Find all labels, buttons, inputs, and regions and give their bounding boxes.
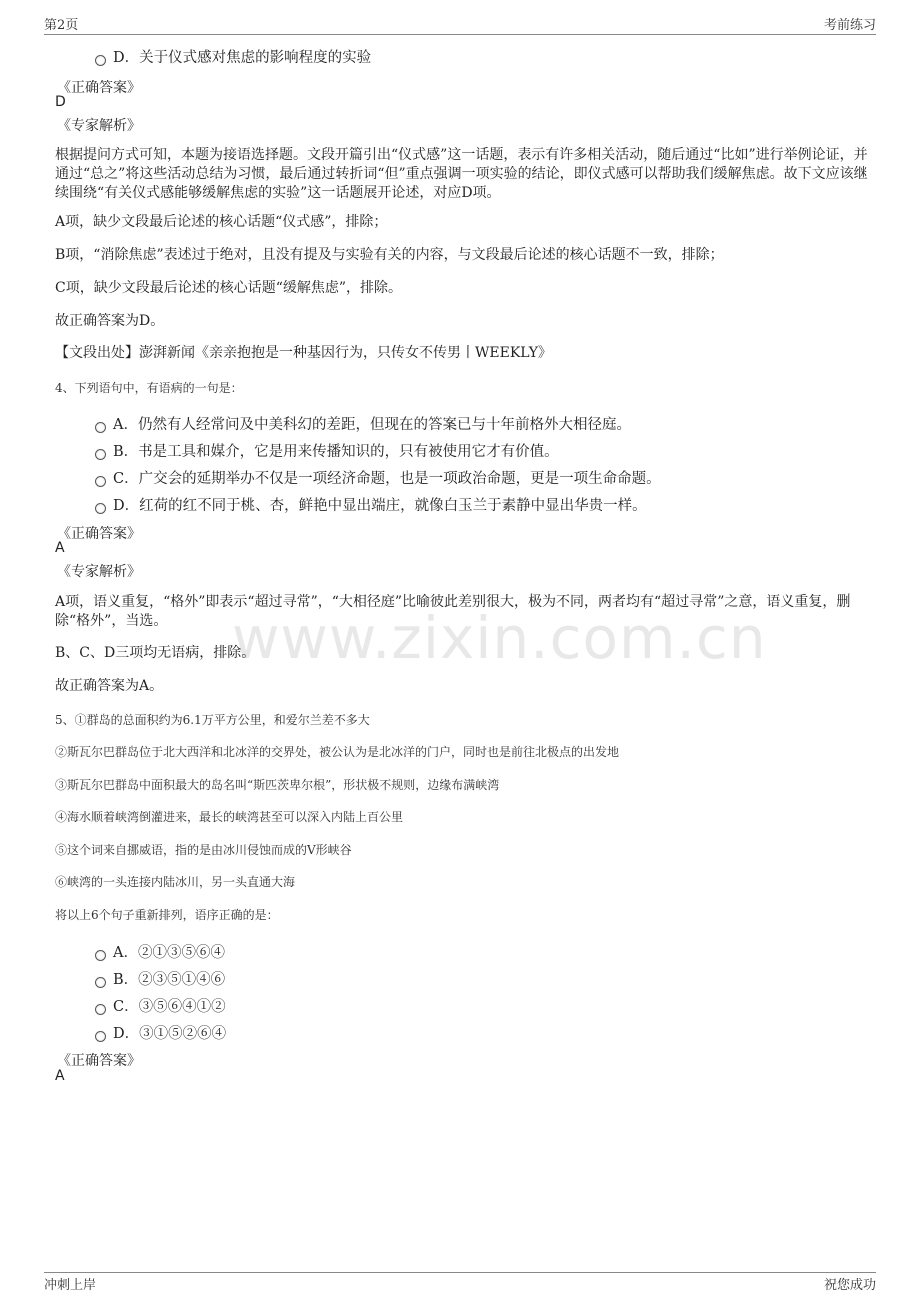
q4-option-c[interactable] [95,467,661,488]
option-text: C．③⑤⑥④①② [113,999,226,1015]
q4-question: 4、下列语句中，有语病的一句是： [55,381,243,395]
q3-source: 【文段出处】澎湃新闻《亲亲抱抱是一种基因行为，只传女不传男丨WEEKLY》 [55,345,552,361]
radio-icon[interactable] [95,422,106,433]
option-text: B．②③⑤①④⑥ [113,972,226,988]
option-text: D．关于仪式感对焦虑的影响程度的实验 [113,50,372,66]
radio-icon[interactable] [95,950,106,961]
page-footer [44,1272,876,1299]
q3-analysis-para: B项，“消除焦虑”表述过于绝对，且没有提及与实验有关的内容，与文段最后论述的核心话题不一致，排除； [55,247,724,263]
q4-analysis-para: 故正确答案为A。 [55,678,164,694]
header-label: 考前练习 [823,18,876,33]
q4-analysis-label: 《专家解析》 [57,564,141,580]
q5-sentence: ③斯瓦尔巴群岛中面积最大的岛名叫“斯匹茨卑尔根”，形状极不规则，边缘布满峡湾 [55,778,500,792]
footer-left: 冲刺上岸 [44,1278,97,1293]
option-text: A．仍然有人经常问及中美科幻的差距，但现在的答案已与十年前格外大相径庭。 [113,417,631,433]
option-text: D．红荷的红不同于桃、杏，鲜艳中显出端庄，就像白玉兰于素静中显出华贵一样。 [113,498,647,514]
q4-answer: A [55,540,65,556]
q4-option-d[interactable] [95,494,647,515]
radio-icon[interactable] [95,503,106,514]
q3-answer: D [55,94,66,110]
q5-sentence: 5、①群岛的总面积约为6.1万平方公里，和爱尔兰差不多大 [55,713,370,727]
q3-analysis-label: 《专家解析》 [57,118,141,134]
q3-analysis-para: A项，缺少文段最后论述的核心话题“仪式感”，排除； [55,214,388,230]
q5-option-a[interactable] [95,941,225,962]
radio-icon[interactable] [95,977,106,988]
radio-icon[interactable] [95,1004,106,1015]
q3-analysis-para: 故正确答案为D。 [55,313,165,329]
radio-icon[interactable] [95,1031,106,1042]
q5-answer: A [55,1068,65,1084]
option-text: D．③①⑤②⑥④ [113,1026,227,1042]
q5-sentence: ②斯瓦尔巴群岛位于北大西洋和北冰洋的交界处，被公认为是北冰洋的门户，同时也是前往北极点的出发地 [55,745,620,759]
q4-option-a[interactable] [95,413,631,434]
q5-sentence: ⑤这个词来自挪威语，指的是由冰川侵蚀而成的V形峡谷 [55,843,352,857]
option-text: A．②①③⑤⑥④ [113,945,225,961]
q3-analysis-para: C项，缺少文段最后论述的核心话题“缓解焦虑”，排除。 [55,280,403,296]
watermark: www.zixin.com.cn [232,604,767,672]
radio-icon[interactable] [95,55,106,66]
q5-answer-label: 《正确答案》 [57,1053,141,1069]
option-text: B．书是工具和媒介，它是用来传播知识的，只有被使用它才有价值。 [113,444,559,460]
q3-option-d[interactable] [95,46,371,67]
q5-question: 将以上6个句子重新排列，语序正确的是： [55,908,279,922]
q3-answer-label: 《正确答案》 [57,80,141,96]
q4-answer-label: 《正确答案》 [57,526,141,542]
q5-option-d[interactable] [95,1022,226,1043]
q5-option-b[interactable] [95,968,225,989]
q5-sentence: ⑥峡湾的一头连接内陆冰川，另一头直通大海 [55,875,296,889]
radio-icon[interactable] [95,476,106,487]
q4-option-b[interactable] [95,440,559,461]
q3-analysis-para: 根据提问方式可知，本题为接语选择题。文段开篇引出“仪式感”这一话题，表示有许多相关活动，随后通过“比如”进行举例论证，并通过“总之”将这些活动总结为习惯，最后通过转折词“但”重点强调一项实验的结论，即仪式感可以帮助我们缓解焦虑。故下文应该继续围绕“有关仪式感能够缓解焦虑的实验”这一话题展开论述，对应D项。 [55,147,868,201]
q4-analysis-para: A项，语义重复，“格外”即表示“超过寻常”，“大相径庭”比喻彼此差别很大，极为不同，两者均有“超过寻常”之意，语义重复，删除“格外”，当选。 [55,594,851,629]
radio-icon[interactable] [95,449,106,460]
q5-sentence: ④海水顺着峡湾倒灌进来，最长的峡湾甚至可以深入内陆上百公里 [55,810,404,824]
footer-right: 祝您成功 [823,1278,876,1293]
page-header [44,12,876,35]
q4-analysis-para: B、C、D三项均无语病，排除。 [55,645,256,661]
q5-option-c[interactable] [95,995,226,1016]
page-number: 第2页 [44,18,79,33]
option-text: C．广交会的延期举办不仅是一项经济命题，也是一项政治命题，更是一项生命命题。 [113,471,661,487]
